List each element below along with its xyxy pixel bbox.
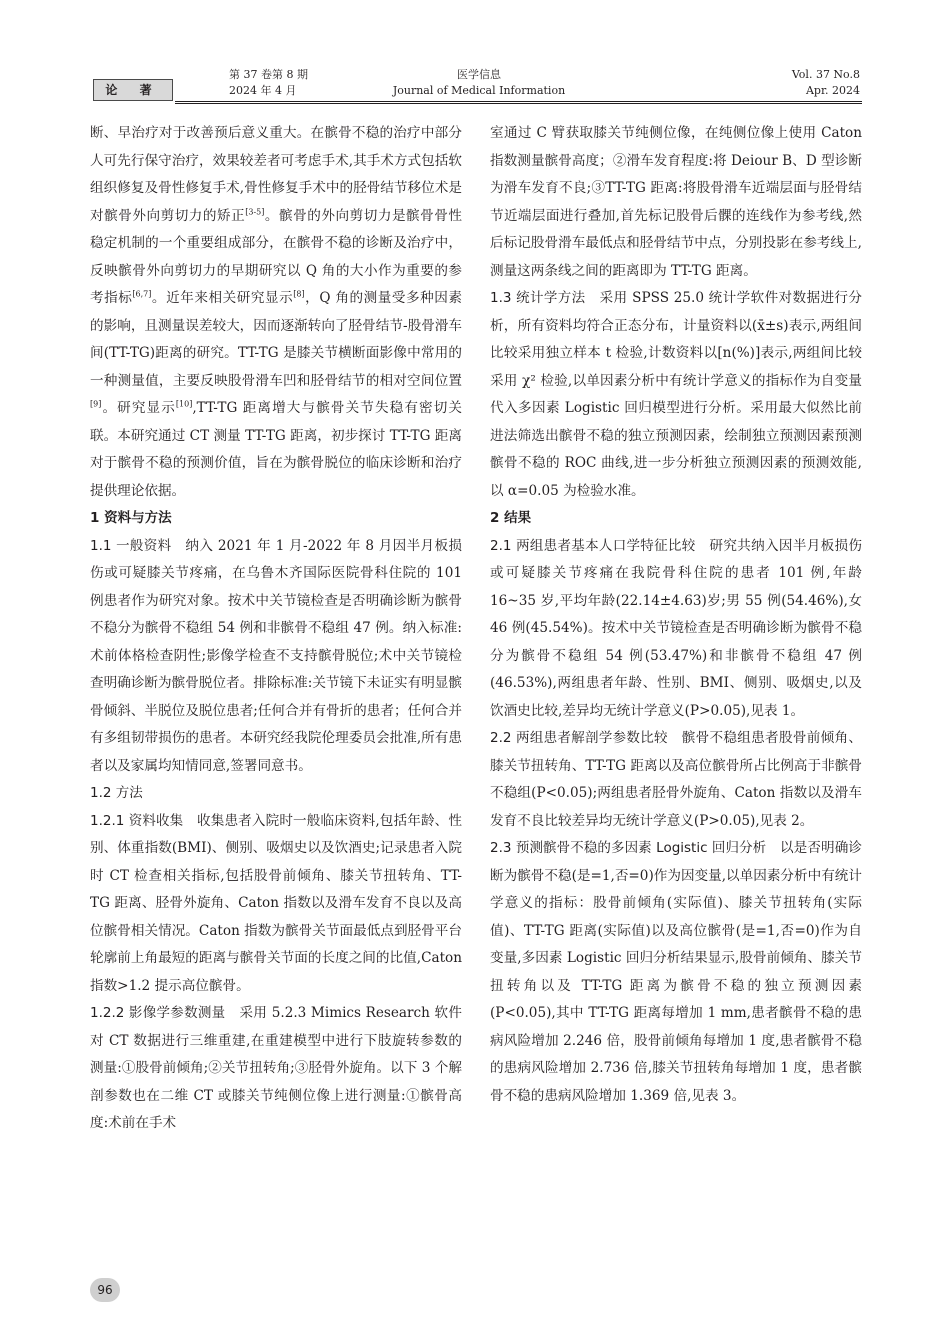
section-heading: 2 结果 (490, 510, 532, 526)
body-paragraph (90, 1000, 462, 1138)
body-paragraph (90, 808, 462, 1001)
issue-date-en: Apr. 2024 (805, 84, 860, 97)
subsection-heading: 2.3 预测髌骨不稳的多因素 Logistic 回归分析 (490, 840, 767, 856)
paragraph-text: 断、早治疗对于改善预后意义重大。在髌骨不稳的治疗中部分人可先行保守治疗，效果较差者可考虑手术,其手术方式包括软组织修复及骨性修复手术,骨性修复手术中的胫骨结节移位术是对髌骨外向剪切力的矫正 (90, 125, 462, 224)
subsection-heading: 1.2.1 资料收集 (90, 812, 184, 829)
citation: [9] (90, 399, 102, 409)
paragraph-text: 研究共纳入因半月板损伤或可疑膝关节疼痛在我院骨科住院的患者 101 例,年龄 16~35 岁,平均年龄(22.14±4.63)岁;男 55 例(54.46%),女 46 例(45.54%)。按术中关节镜检查是否明确诊断为髌骨不稳分为髌骨不稳组 54 例(53.47%)和非髌骨不稳组 47 例(46.53%),两组患者年龄、性别、BMI、侧别、吸烟史,以及饮酒史比较,差异均无统计学意义(P>0.05),见表 1。 (490, 537, 863, 719)
running-header (91, 66, 862, 102)
paragraph-text: 采用 5.2.3 Mimics Research 软件对 CT 数据进行三维重建,在重建模型中进行下肢旋转参数的测量:①股骨前倾角;②关节扭转角;③胫骨外旋角。以下 3 个解剖参数也在二维 CT 或膝关节纯侧位像上进行测量:①髌骨高度:术前在手术 (90, 1005, 462, 1131)
subsection-heading: 2.1 两组患者基本人口学特征比较 (490, 537, 696, 554)
journal-title-cn: 医学信息 (457, 68, 501, 81)
paragraph-text: 髌骨不稳组患者股骨前倾角、膝关节扭转角、TT-TG 距离以及高位髌骨所占比例高于非髌骨不稳组(P<0.05);两组患者胫骨外旋角、Caton 指数以及滑车发育不良比较差异均无统计学意义(P>0.05),见表 2。 (490, 730, 862, 829)
journal-title-en: Journal of Medical Information (392, 84, 566, 97)
paragraph-text: ,TT-TG 距离增大与髌骨关节失稳有密切关联。本研究通过 CT 测量 TT-TG 距离，初步探讨 TT-TG 距离对于髌骨不稳的预测价值，旨在为髌骨脱位的临床诊断和治疗提供理论依据。 (90, 400, 463, 499)
subsection-heading: 2.2 两组患者解剖学参数比较 (490, 730, 668, 746)
body-paragraph (490, 285, 862, 505)
citation: [6,7] (132, 289, 152, 299)
paragraph-text: ，Q 角的测量受多种因素的影响，且测量误差较大，因而逐渐转向了胫骨结节-股骨滑车间(TT-TG)距离的研究。TT-TG 是膝关节横断面影像中常用的一种测量值，主要反映股骨滑车凹和胫骨结节的相对空间位置 (90, 290, 463, 389)
paragraph-text: 收集患者入院时一般临床资料,包括年龄、性别、体重指数(BMI)、侧别、吸烟史以及饮酒史;记录患者入院时 CT 检查相关指标,包括股骨前倾角、膝关节扭转角、TT-TG 距离、胫骨外旋角、Caton 指数以及滑车发育不良以及高位髌骨相关情况。Caton 指数为髌骨关节面最低点到胫骨平台轮廓前上角最短的距离与髌骨关节面的长度之间的比值,Caton 指数>1.2 提示高位髌骨。 (90, 812, 462, 994)
issue-info (229, 67, 308, 99)
paragraph-text: 纳入 2021 年 1 月-2022 年 8 月因半月板损伤或可疑膝关节疼痛，在乌鲁木齐国际医院骨科住院的 101 例患者作为研究对象。按术中关节镜检查是否明确诊断为髌骨不稳分为髌骨不稳组 54 例和非髌骨不稳组 47 例。纳入标准:术前体格检查阴性;影像学检查不支持髌骨脱位;术中关节镜检查明确诊断为髌骨脱位者。排除标准:关节镜下未证实有明显髌骨倾斜、半脱位及脱位患者;任何合并有骨折的患者；任何合并有多组韧带损伤的患者。本研究经我院伦理委员会批准,所有患者以及家属均知情同意,签署同意书。 (90, 537, 462, 774)
subsection-heading: 1.2 方法 (90, 785, 143, 801)
body-paragraph (490, 533, 862, 726)
paragraph-text: 采用 SPSS 25.0 统计学软件对数据进行分析，所有资料均符合正态分布，计量资料以(x̄±s)表示,两组间比较采用独立样本 t 检验,计数资料以[n(%)]表示,两组间比较采用 χ² 检验,以单因素分析中有统计学意义的指标作为自变量代入多因素 Logistic 回归模型进行分析。采用最大似然比前进法筛选出髌骨不稳的独立预测因素，绘制独立预测因素预测髌骨不稳的 ROC 曲线,进一步分析独立预测因素的预测效能,以 α=0.05 为检验水准。 (490, 290, 863, 499)
body-paragraph (490, 120, 862, 285)
paragraph-text: 室通过 C 臂获取膝关节纯侧位像，在纯侧位像上使用 Caton 指数测量髌骨高度；②滑车发育程度:将 Deiour B、D 型诊断为滑车发育不良;③TT-TG 距离:将股骨滑车近端层面与胫骨结节近端层面进行叠加,首先标记股骨后髁的连线作为参考线,然后标记股骨滑车最低点和胫骨结节中点，分别投影在参考线上,测量这两条线之间的距离即为 TT-TG 距离。 (490, 125, 862, 279)
body-paragraph (90, 533, 462, 781)
paragraph-text: 以是否明确诊断为髌骨不稳(是=1,否=0)作为因变量,以单因素分析中有统计学意义的指标：股骨前倾角(实际值)、膝关节扭转角(实际值)、TT-TG 距离(实际值)以及高位髌骨(是=1,否=0)作为自变量,多因素 Logistic 回归分析结果显示,股骨前倾角、膝关节扭转角以及 TT-TG 距离为髌骨不稳的独立预测因素(P<0.05),其中 TT-TG 距离每增加 1 mm,患者髌骨不稳的患病风险增加 2.246 倍，股骨前倾角每增加 1 度,患者髌骨不稳的患病风险增加 2.736 倍,膝关节扭转角每增加 1 度，患者髌骨不稳的患病风险增加 1.369 倍,见表 3。 (490, 840, 862, 1104)
section-heading: 1 资料与方法 (90, 510, 172, 526)
header-rule (175, 101, 862, 102)
right-column (490, 120, 862, 1110)
issue-date-cn: 2024 年 4 月 (229, 84, 297, 97)
citation: [8] (293, 289, 305, 299)
subsection-heading: 1.1 一般资料 (90, 537, 172, 554)
citation: [10] (175, 399, 193, 409)
issue-info-en (792, 67, 860, 99)
subsection-heading: 1.2.2 影像学参数测量 (90, 1005, 226, 1021)
volume-en: Vol. 37 No.8 (791, 68, 860, 81)
volume-issue: 第 37 卷第 8 期 (229, 68, 308, 81)
header-rule-secondary (175, 103, 862, 104)
body-paragraph (490, 725, 862, 835)
body-paragraph (90, 780, 462, 808)
paragraph-text: 。髌骨的外向剪切力是髌骨骨性稳定机制的一个重要组成部分，在髌骨不稳的诊断及治疗中，反映髌骨外向剪切力的早期研究以 Q 角的大小作为重要的参考指标 (90, 207, 462, 306)
body-paragraph (490, 835, 862, 1110)
paragraph-text: 。研究显示 (101, 400, 176, 416)
citation: [3-5] (245, 206, 265, 216)
section-tag: 论 著 (93, 79, 173, 101)
page-number: 96 (90, 1278, 120, 1302)
body-paragraph (90, 120, 462, 505)
subsection-heading: 1.3 统计学方法 (490, 290, 586, 306)
left-column (90, 120, 462, 1138)
paragraph-text: 。近年来相关研究显示 (151, 290, 294, 306)
